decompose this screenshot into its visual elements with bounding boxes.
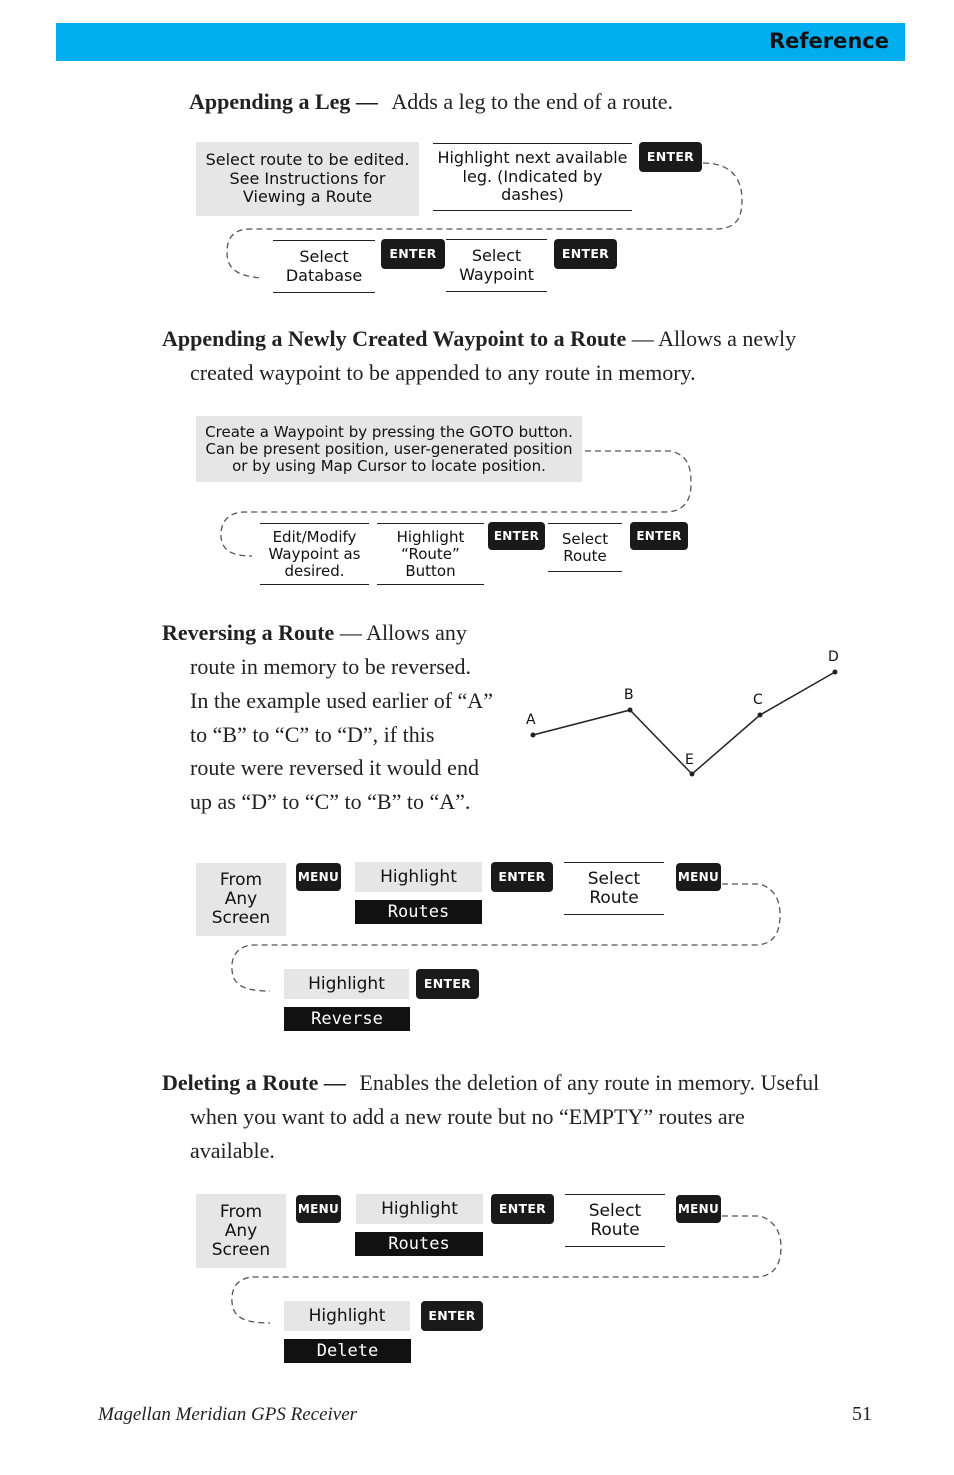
box-line: Viewing a Route [242, 187, 373, 207]
box-line: From [219, 1201, 263, 1222]
delete-screen-label: Delete [284, 1339, 411, 1363]
highlight-label: Highlight [284, 969, 409, 999]
page-number: 51 [852, 1403, 872, 1425]
select-route-box [565, 1194, 665, 1247]
append-wp-heading [162, 322, 842, 356]
menu-key: MENU [676, 863, 721, 891]
highlight-leg-box [433, 143, 632, 211]
append-leg-desc: Adds a leg to the end of a route. [391, 89, 674, 114]
section-title: Reference [768, 29, 889, 53]
reverse-desc-6: up as “D” to “C” to “B” to “A”. [190, 789, 471, 814]
box-line: From [219, 870, 263, 890]
box-line: Route [589, 887, 639, 908]
box-line: Route [563, 546, 607, 565]
box-line: Select [561, 529, 609, 548]
box-line: or by using Map Cursor to locate position. [232, 456, 546, 475]
select-waypoint-box [446, 239, 547, 292]
reverse-desc-4: to “B” to “C” to “D”, if this [190, 722, 435, 747]
menu-key: MENU [676, 1195, 721, 1223]
point-label-d: D [828, 649, 839, 665]
box-line: Select [588, 1200, 642, 1221]
box-line: Waypoint [459, 264, 534, 284]
highlight-route-button-box [377, 523, 484, 585]
point-label-a: A [526, 712, 536, 728]
menu-key: MENU [296, 1195, 341, 1223]
box-line: Button [405, 561, 456, 580]
append-leg-title: Appending a Leg — [189, 89, 378, 114]
enter-key: ENTER [630, 522, 688, 550]
delete-title: Deleting a Route — [162, 1070, 346, 1095]
reverse-desc-5: route were reversed it would end [190, 755, 479, 780]
append-wp-title: Appending a Newly Created Waypoint to a Route [162, 326, 627, 351]
enter-key: ENTER [381, 239, 445, 269]
reverse-screen-label: Reverse [284, 1007, 410, 1031]
delete-desc-2: when you want to add a new route but no “EMPTY” routes are [190, 1104, 745, 1129]
box-line: Highlight next available [437, 148, 628, 168]
box-line: Highlight [396, 527, 465, 546]
select-route-box [548, 523, 622, 572]
route-diagram [533, 672, 835, 774]
reverse-desc-2: route in memory to be reversed. [190, 654, 472, 679]
box-line: Screen [211, 1239, 271, 1260]
enter-key: ENTER [491, 862, 553, 892]
box-line: See Instructions for [229, 168, 386, 188]
footer-title: Magellan Meridian GPS Receiver [98, 1404, 358, 1425]
box-line: “Route” [401, 544, 460, 563]
box-line: Any [224, 1220, 258, 1241]
reverse-desc-1: — Allows any [339, 620, 467, 645]
reverse-title: Reversing a Route [162, 620, 335, 645]
highlight-label: Highlight [284, 1301, 410, 1331]
box-line: Route [590, 1219, 640, 1240]
enter-key: ENTER [488, 522, 545, 550]
menu-key: MENU [296, 863, 341, 891]
box-line: Database [285, 265, 363, 285]
append-wp-desc-2: created waypoint to be appended to any route in memory. [190, 360, 696, 385]
box-line: Can be present position, user-generated position [205, 439, 573, 458]
box-line: Waypoint as [268, 544, 361, 563]
edit-waypoint-box [260, 523, 369, 585]
box-line: leg. (Indicated by [462, 166, 603, 186]
routes-screen-label: Routes [355, 900, 482, 924]
append-wp-desc-1: — Allows a newly [631, 326, 797, 351]
highlight-label: Highlight [355, 862, 482, 892]
append-leg-heading [189, 85, 673, 119]
from-any-screen-box [196, 863, 286, 936]
box-line: desired. [284, 561, 345, 580]
delete-desc-1: Enables the deletion of any route in memory. Useful [359, 1070, 820, 1095]
point-label-b: B [624, 687, 634, 703]
delete-heading [162, 1066, 882, 1100]
enter-key: ENTER [421, 1301, 483, 1331]
select-route-box [196, 142, 419, 216]
enter-key: ENTER [554, 239, 617, 269]
from-any-screen-box [196, 1194, 286, 1268]
enter-key: ENTER [416, 969, 479, 999]
box-line: Any [224, 889, 258, 909]
select-database-box [273, 240, 375, 293]
reverse-heading [162, 616, 467, 650]
box-line: Select [299, 247, 349, 266]
point-label-c: C [753, 692, 763, 708]
create-waypoint-box [196, 416, 582, 482]
delete-desc-3: available. [190, 1138, 275, 1163]
box-line: dashes) [501, 185, 564, 205]
box-line: Create a Waypoint by pressing the GOTO button. [205, 422, 573, 441]
box-line: Select [587, 868, 641, 889]
box-line: Edit/Modify [272, 527, 357, 546]
point-label-e: E [685, 752, 694, 768]
box-line: Select route to be edited. [205, 150, 410, 170]
enter-key: ENTER [491, 1194, 554, 1224]
box-line: Select [471, 246, 522, 265]
reverse-desc-3: In the example used earlier of “A” [190, 688, 493, 713]
box-line: Screen [211, 908, 271, 928]
routes-screen-label: Routes [355, 1232, 483, 1256]
highlight-label: Highlight [356, 1194, 483, 1224]
enter-key: ENTER [639, 142, 702, 172]
select-route-box [564, 862, 664, 915]
